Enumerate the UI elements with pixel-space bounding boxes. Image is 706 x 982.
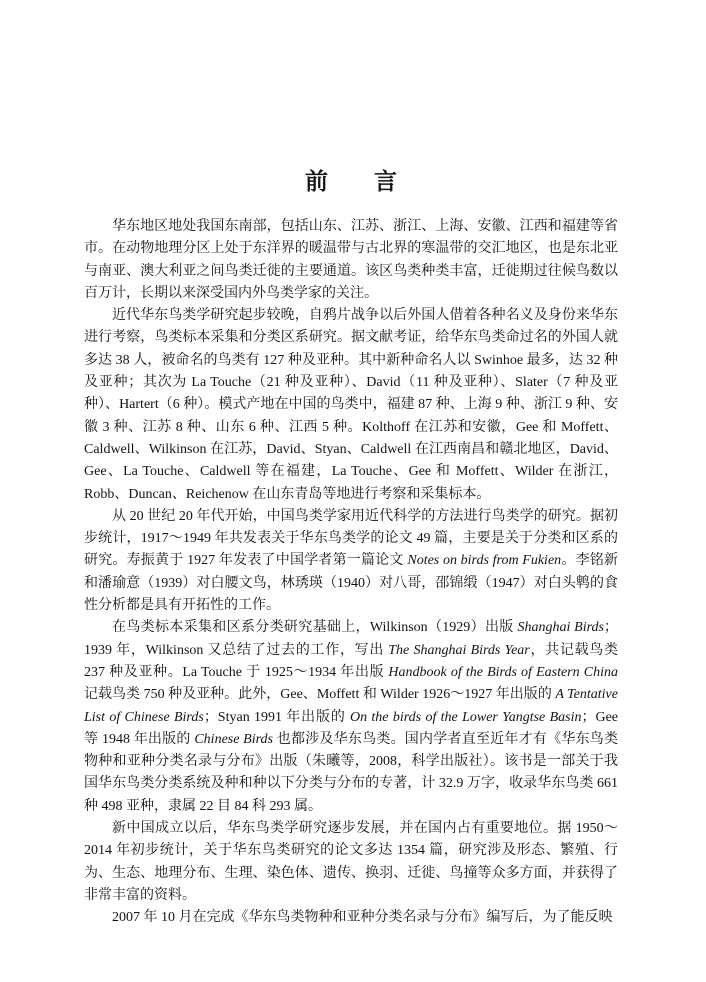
text-run: ，共记载鸟类 237 种及亚种。La Touche 于 1925～1934 年出版 [84, 642, 618, 680]
text-run: ；1939 年，Wilkinson 又总结了过去的工作，写出 [84, 620, 618, 658]
text-run: 。李铭新和潘瑜意（1939）对白腰文鸟，林琇瑛（1940）对八哥，邵锦缎（1947）对白头鹎的食性分析都是具有开拓性的工作。 [84, 553, 618, 614]
text-run: 华东地区地处我国东南部，包括山东、江苏、浙江、上海、安徽、江西和福建等省市。在动物地理分区上处于东洋界的暖温带与古北界的寒温带的交汇地区，也是东北亚与南亚、澳大利亚之间鸟类迁徙的主要通道。该区鸟类种类丰富，迁徙期过往候鸟数以百万计，长期以来深受国内外鸟类学家的关注。 [84, 219, 618, 301]
text-run: 近代华东鸟类学研究起步较晚，自鸦片战争以后外国人借着各种名义及身份来华东进行考察，鸟类标本采集和分类区系研究。据文献考证，给华东鸟类命过名的外国人就多达 38 人，被命名的鸟类有 127 种及亚种。其中新种命名人以 Swinhoe 最多，达 32 种及亚种；其次为 La Touche（21 种及亚种）、David（11 种及亚种）、Slater（7 种及亚种）、Hartert（6 种）。模式产地在中国的鸟类中，福建 87 种、上海 9 种、浙江 9 种、安徽 3 种、江苏 8 种、山东 6 种、江西 5 种。Kolthoff 在江苏和安徽，Gee 和 Moffett、Caldwell、Wilkinson 在江苏，David、Styan、Caldwell 在江西南昌和赣北地区，David、Gee、La Touche、Caldwell 等在福建，La Touche、Gee 和 Moffett、Wilder 在浙江，Robb、Duncan、Reichenow 在山东青岛等地进行考察和采集标本。 [84, 308, 618, 502]
text-run: 2007 年 10 月在完成《华东鸟类物种和亚种分类名录与分布》编写后，为了能反映 [112, 910, 613, 926]
paragraph [84, 305, 618, 506]
text-run: ；Gee 等 1948 年出版的 [84, 709, 619, 747]
paragraph [84, 216, 618, 305]
book-title-italic: The Shanghai Birds Year [388, 642, 530, 658]
text-run: ；Styan 1991 年出版的 [203, 709, 350, 725]
book-title-italic: A Tentative List of Chinese Birds [84, 687, 618, 725]
text-run: 在鸟类标本采集和区系分类研究基础上，Wilkinson（1929）出版 [112, 620, 518, 636]
paragraph [84, 907, 618, 929]
text-run: 也都涉及华东鸟类。国内学者直至近年才有《华东鸟类物种和亚种分类名录与分布》出版（朱曦等，2008，科学出版社）。该书是一部关于我国华东鸟类分类系统及种和种以下分类与分布的专著，计 32.9 万字，收录华东鸟类 661 种 498 亚种，隶属 22 目 84 科 293 属。 [84, 731, 619, 814]
book-title-italic: Notes on birds from Fukien [407, 553, 562, 569]
page-title: 前 言 [305, 168, 397, 194]
paragraph [84, 506, 618, 617]
text-run: 从 20 世纪 20 年代开始，中国鸟类学家用近代科学的方法进行鸟类学的研究。据初步统计，1917～1949 年共发表关于华东鸟类学的论文 49 篇，主要是关于分类和区系的研究。寿振黄于 1927 年发表了中国学者第一篇论文 [84, 508, 618, 569]
book-title-italic: Handbook of the Birds of Eastern China [388, 664, 618, 680]
preface-body [84, 216, 618, 930]
book-title-italic: Chinese Birds [194, 731, 273, 747]
text-run: 新中国成立以后，华东鸟类学研究逐步发展，并在国内占有重要地位。据 1950～2014 年初步统计，关于华东鸟类研究的论文多达 1354 篇，研究涉及形态、繁殖、行为、生态、地理分布、生理、染色体、遗传、换羽、迁徙、鸟撞等众多方面，并获得了非常丰富的资料。 [84, 821, 618, 903]
text-run: 记载鸟类 750 种及亚种。此外，Gee、Moffett 和 Wilder 1926～1927 年出版的 [84, 687, 556, 703]
paragraph [84, 818, 618, 907]
book-title-italic: On the birds of the Lower Yangtse Basin [349, 709, 582, 725]
paragraph [84, 617, 618, 818]
book-title-italic: Shanghai Birds [517, 620, 604, 636]
